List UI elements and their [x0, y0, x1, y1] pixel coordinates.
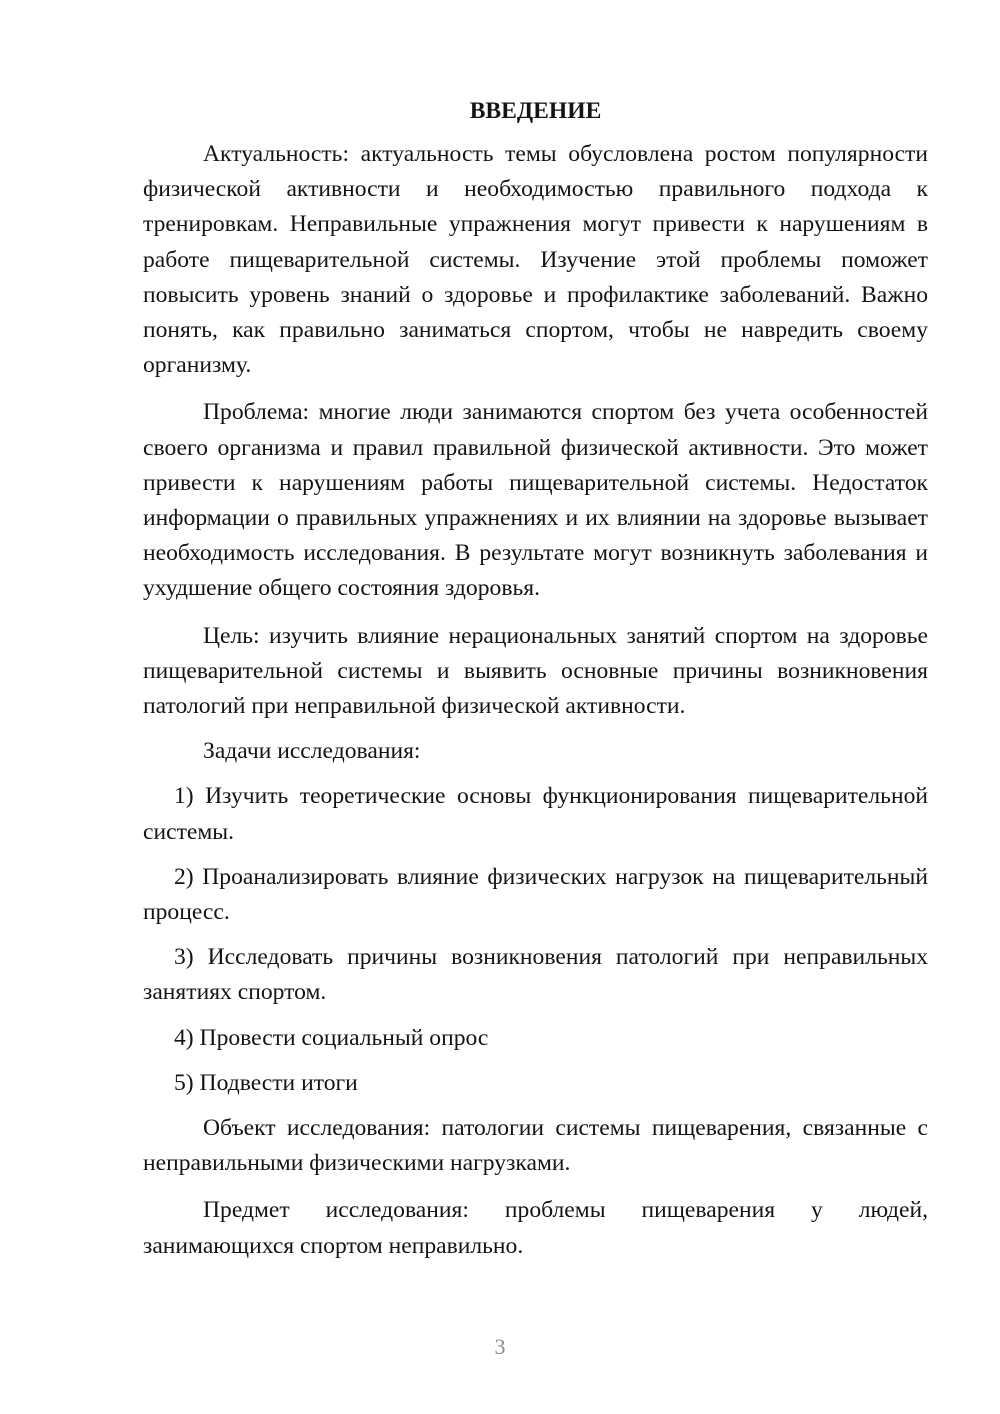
page-number: 3 — [494, 1334, 506, 1359]
document-body — [143, 94, 928, 1264]
paragraph-relevance: Актуальность: актуальность темы обусловлена ростом популярности физической активности и необходимостью правильного подхода к тренировкам. Неправильные упражнения могут привести к нарушениям в работе пищеварительной системы. Изучение этой проблемы поможет повысить уровень знаний о здоровье и профилактике заболеваний. Важно понять, как правильно заниматься спортом, чтобы не навредить своему организму. — [143, 141, 928, 379]
paragraph-goal: Цель: изучить влияние нерациональных занятий спортом на здоровье пищеварительной системы и выявить основные причины возникновения патологий при неправильной физической активности. — [143, 622, 928, 720]
tasks-heading: Задачи исследования: — [203, 738, 421, 765]
paragraph-object: Объект исследования: патологии системы пищеварения, связанные с неправильными физическими нагрузками. — [143, 1115, 928, 1177]
task-item-1: 1) Изучить теоретические основы функционирования пищеварительной системы. — [143, 783, 928, 845]
task-item-4: 4) Провести социальный опрос — [174, 1024, 489, 1051]
task-item-3: 3) Исследовать причины возникновения патологий при неправильных занятиях спортом. — [143, 944, 928, 1006]
task-item-2: 2) Проанализировать влияние физических нагрузок на пищеварительный процесс. — [143, 863, 928, 926]
section-title: ВВЕДЕНИЕ — [469, 98, 602, 124]
task-item-5: 5) Подвести итоги — [174, 1069, 358, 1096]
paragraph-subject: Предмет исследования: проблемы пищеварения у людей, занимающихся спортом неправильно. — [143, 1197, 928, 1259]
paragraph-problem: Проблема: многие люди занимаются спортом без учета особенностей своего организма и правил правильной физической активности. Это может привести к нарушениям работы пищеварительной системы. Недостаток информации о правильных упражнениях и их влиянии на здоровье вызывает необходимость исследования. В результате могут возникнуть заболевания и ухудшение общего состояния здоровья. — [143, 399, 928, 602]
